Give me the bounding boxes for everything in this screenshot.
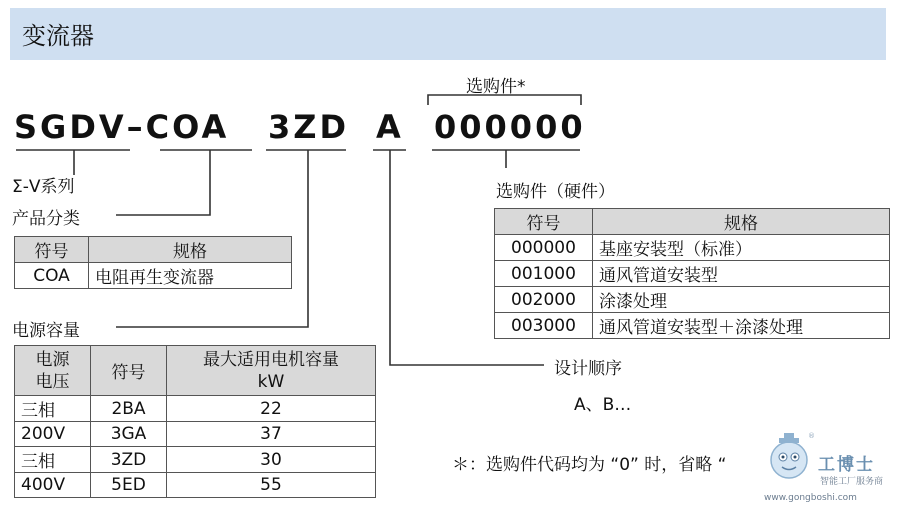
model-option-code: 000000 — [434, 108, 586, 146]
table-row — [15, 263, 292, 289]
hardware-header-spec: 规格 — [593, 209, 890, 235]
capacity-header-motor-line2: kW — [257, 371, 285, 392]
watermark-logo: 工博士 — [818, 455, 875, 475]
category-header-spec: 规格 — [89, 237, 292, 263]
capacity-voltage-line1: 三相 — [15, 396, 91, 422]
category-table — [14, 236, 292, 289]
watermark-registered: ® — [808, 432, 815, 440]
capacity-header-motor-line1: 最大适用电机容量 — [203, 349, 339, 370]
hardware-table — [494, 208, 890, 339]
capacity-symbol: 3GA — [91, 422, 167, 447]
hardware-cell-symbol: 001000 — [495, 261, 593, 287]
design-order-values: A、B… — [574, 395, 632, 415]
category-label: 产品分类 — [12, 209, 80, 229]
hardware-header-symbol: 符号 — [495, 209, 593, 235]
category-cell-symbol: COA — [15, 263, 89, 289]
table-row — [15, 473, 376, 498]
table-row — [15, 396, 376, 422]
hardware-cell-spec: 通风管道安装型＋涂漆处理 — [593, 313, 890, 339]
capacity-header-voltage-line2: 电压 — [35, 371, 70, 392]
model-prefix: SGDV–COA — [14, 108, 230, 146]
leader-category — [116, 150, 210, 215]
category-header-symbol: 符号 — [15, 237, 89, 263]
page-title: 变流器 — [22, 22, 94, 50]
capacity-symbol: 2BA — [91, 396, 167, 422]
capacity-header-voltage-line1: 电源 — [35, 349, 70, 370]
model-design-code: A — [376, 108, 404, 146]
capacity-voltage-line2: 200V — [15, 422, 91, 447]
hardware-cell-symbol: 003000 — [495, 313, 593, 339]
table-row — [495, 313, 890, 339]
option-bracket — [428, 95, 581, 105]
hardware-cell-spec: 涂漆处理 — [593, 287, 890, 313]
capacity-header-symbol: 符号 — [91, 346, 167, 396]
table-row — [15, 447, 376, 473]
option-label: 选购件* — [466, 77, 526, 97]
hardware-label: 选购件（硬件） — [496, 182, 615, 202]
capacity-label: 电源容量 — [12, 321, 80, 341]
series-label: Σ-V系列 — [12, 177, 75, 197]
hardware-cell-spec: 通风管道安装型 — [593, 261, 890, 287]
table-row — [495, 261, 890, 287]
capacity-header-voltage — [15, 346, 91, 396]
table-row — [495, 235, 890, 261]
capacity-kw: 30 — [167, 447, 376, 473]
capacity-symbol: 5ED — [91, 473, 167, 498]
capacity-kw: 55 — [167, 473, 376, 498]
design-order-label: 设计顺序 — [554, 359, 622, 379]
capacity-kw: 37 — [167, 422, 376, 447]
hardware-cell-spec: 基座安装型（标准） — [593, 235, 890, 261]
capacity-voltage-line1: 三相 — [15, 447, 91, 473]
hardware-cell-symbol: 000000 — [495, 235, 593, 261]
footnote: ＊：选购件代码均为 “0” 时，省略 “ — [452, 455, 727, 475]
table-row — [15, 422, 376, 447]
model-capacity-code: 3ZD — [268, 108, 350, 146]
capacity-header-motor — [167, 346, 376, 396]
capacity-kw: 22 — [167, 396, 376, 422]
capacity-symbol: 3ZD — [91, 447, 167, 473]
watermark-tagline: 智能工厂服务商 — [820, 477, 884, 487]
capacity-table — [14, 345, 376, 498]
table-row — [495, 287, 890, 313]
hardware-cell-symbol: 002000 — [495, 287, 593, 313]
category-cell-spec: 电阻再生变流器 — [89, 263, 292, 289]
capacity-voltage-line2: 400V — [15, 473, 91, 498]
watermark-url: www.gongboshi.com — [764, 493, 857, 503]
